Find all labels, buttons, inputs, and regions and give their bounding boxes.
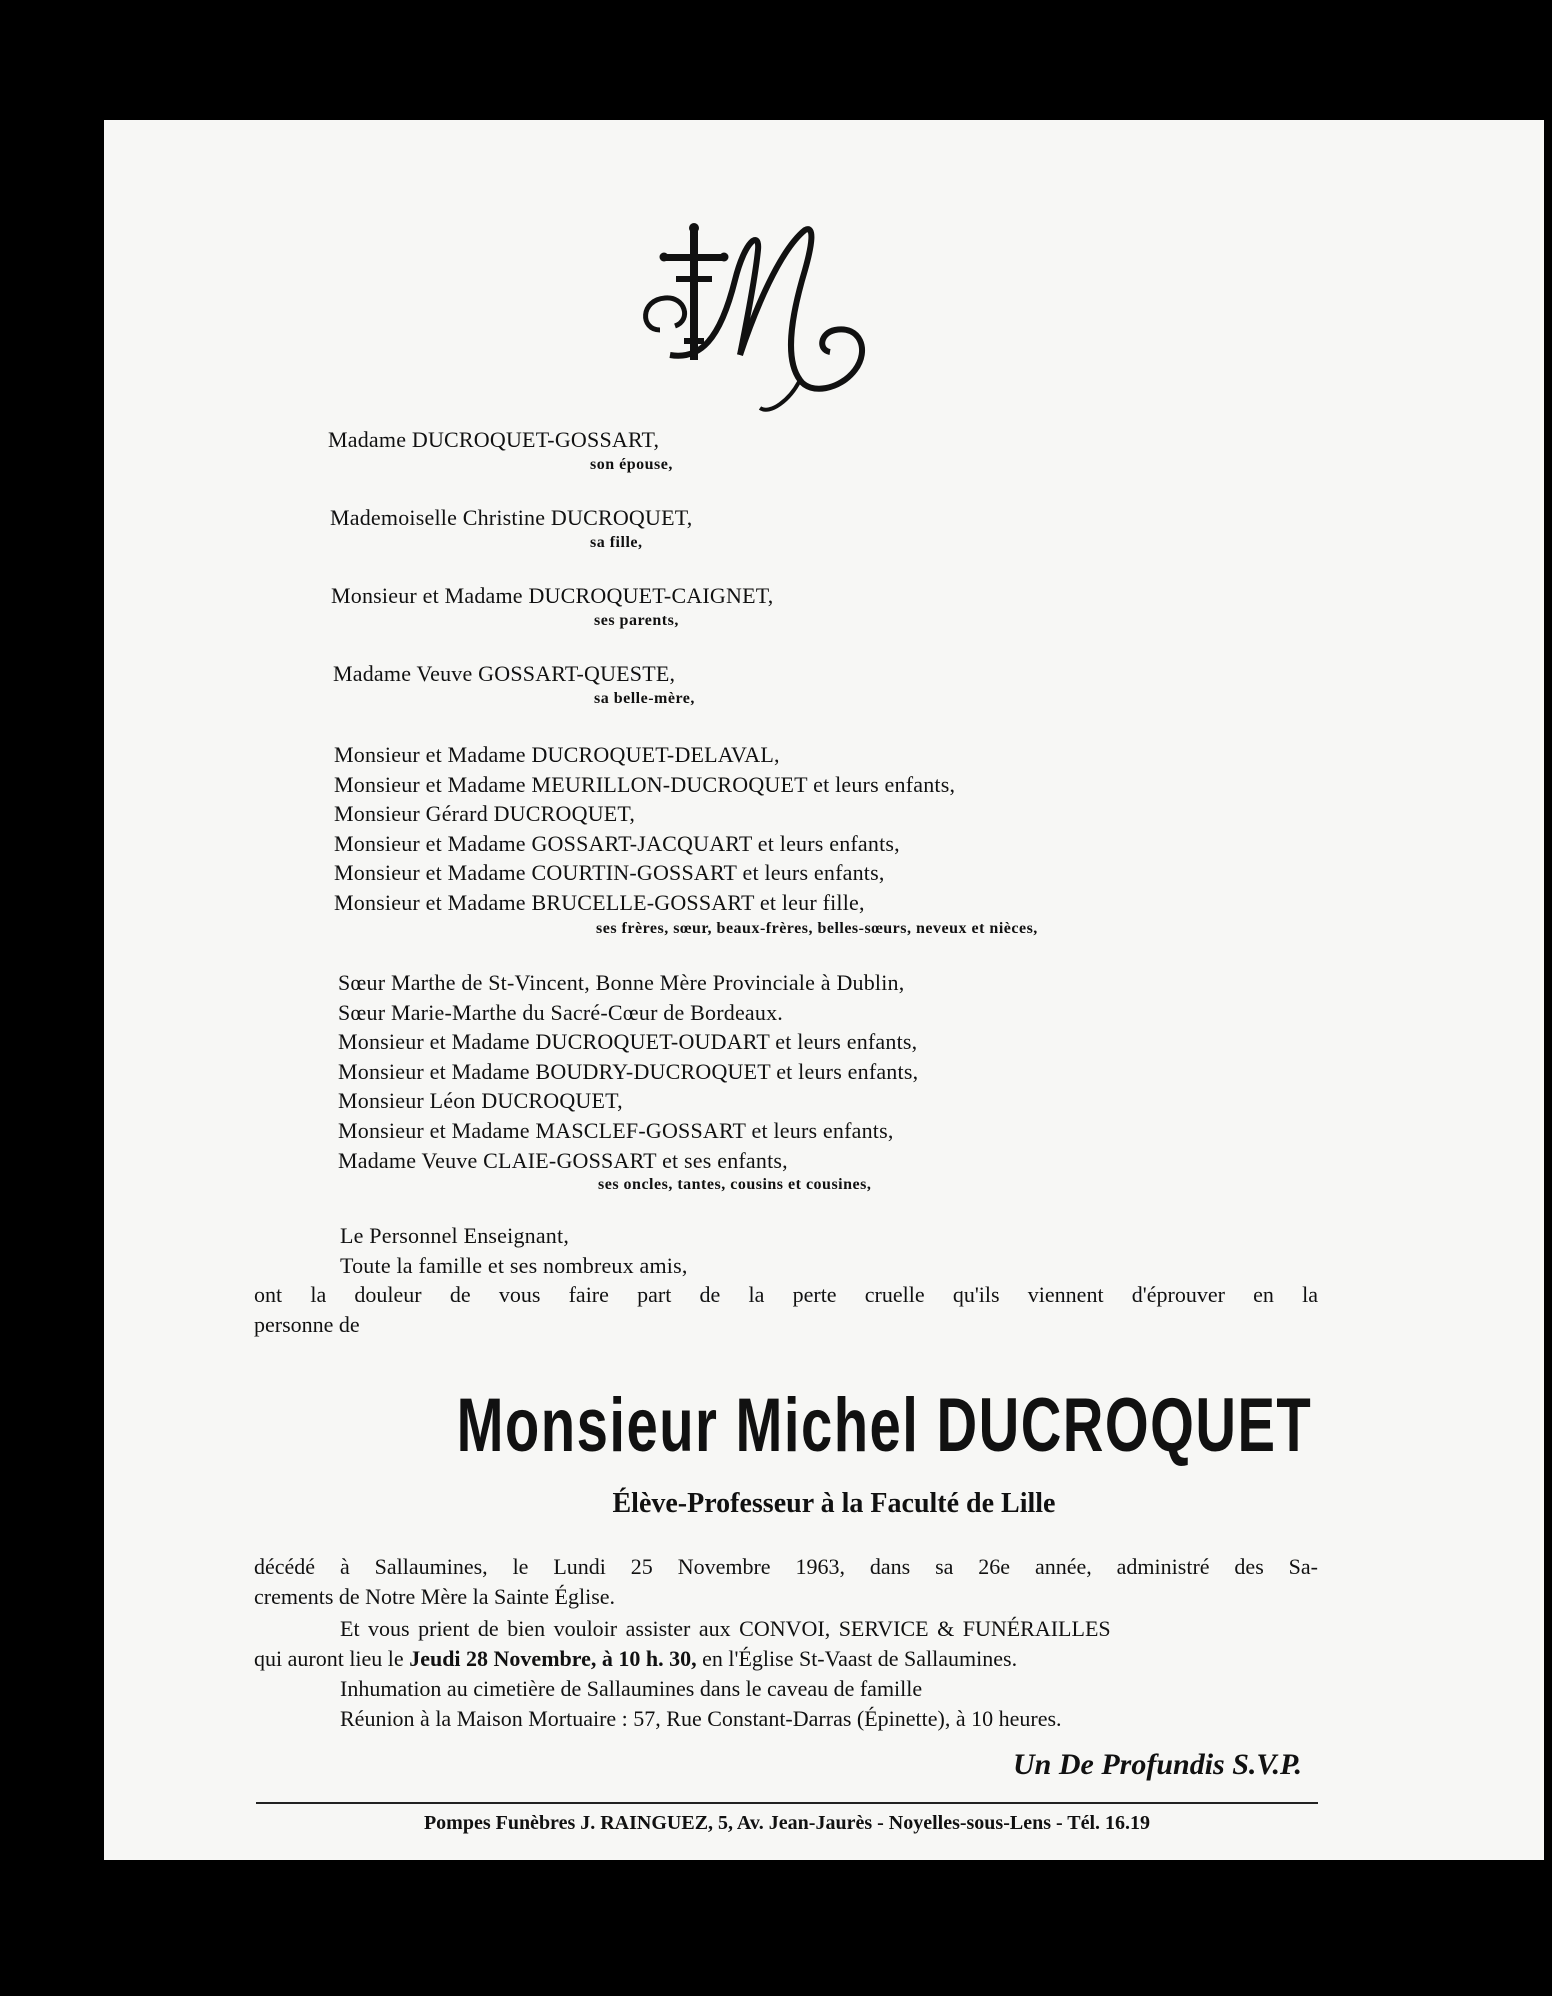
- invitation-text: qui auront lieu le: [254, 1646, 404, 1671]
- family-line: Monsieur et Madame BRUCELLE-GOSSART et leur fille,: [334, 889, 865, 915]
- cross-monogram-icon: [640, 220, 900, 420]
- announcement-line: ont la douleur de vous faire part de la perte cruelle qu'ils viennent d'éprouver en la: [254, 1282, 1318, 1307]
- staff-line: Le Personnel Enseignant,: [340, 1223, 570, 1248]
- announcement-paragraph: [254, 1280, 1318, 1340]
- death-line: crements de Notre Mère la Sainte Église.: [254, 1584, 616, 1609]
- family-line: Madame Veuve GOSSART-QUESTE,: [333, 661, 676, 686]
- invitation-line: Et vous prient de bien vouloir assister aux CONVOI, SERVICE & FUNÉRAILLES: [340, 1616, 1111, 1641]
- friends-line: Toute la famille et ses nombreux amis,: [340, 1253, 688, 1278]
- family-line: Monsieur et Madame COURTIN-GOSSART et leurs enfants,: [334, 860, 885, 886]
- relation-label: son épouse,: [590, 456, 673, 473]
- funeral-date: Jeudi 28 Novembre, à 10 h. 30,: [409, 1646, 697, 1671]
- announcement-line: personne de: [254, 1312, 360, 1337]
- invitation-text: en l'Église St-Vaast de Sallaumines.: [702, 1646, 1018, 1671]
- funeral-notice: [104, 120, 1544, 1860]
- family-line: Madame DUCROQUET-GOSSART,: [328, 427, 660, 452]
- relation-label: ses frères, sœur, beaux-frères, belles-sœurs, neveux et nièces,: [596, 920, 1038, 937]
- family-line: Monsieur et Madame DUCROQUET-CAIGNET,: [331, 583, 774, 608]
- family-line: Sœur Marie-Marthe du Sacré-Cœur de Bordeaux.: [338, 999, 783, 1025]
- death-paragraph: [254, 1552, 1318, 1612]
- family-line: Monsieur et Madame DUCROQUET-DELAVAL,: [334, 742, 780, 767]
- meeting-line: Réunion à la Maison Mortuaire : 57, Rue Constant-Darras (Épinette), à 10 heures.: [340, 1706, 1062, 1731]
- deceased-name: Monsieur Michel DUCROQUET: [456, 1383, 1313, 1468]
- family-line: Monsieur et Madame BOUDRY-DUCROQUET et leurs enfants,: [338, 1058, 919, 1084]
- relation-label: sa belle-mère,: [594, 690, 695, 707]
- de-profundis: Un De Profundis S.V.P.: [1013, 1748, 1302, 1781]
- footer-divider: [256, 1802, 1318, 1804]
- family-line: Monsieur et Madame DUCROQUET-OUDART et leurs enfants,: [338, 1029, 918, 1055]
- burial-line: Inhumation au cimetière de Sallaumines dans le caveau de famille: [340, 1676, 923, 1701]
- family-line: Monsieur et Madame GOSSART-JACQUART et leurs enfants,: [334, 830, 900, 856]
- relation-label: ses oncles, tantes, cousins et cousines,: [598, 1176, 872, 1193]
- relation-label: ses parents,: [594, 612, 679, 629]
- deceased-title: Élève-Professeur à la Faculté de Lille: [612, 1488, 1056, 1519]
- family-group-siblings: [334, 740, 955, 918]
- death-line: décédé à Sallaumines, le Lundi 25 Novembre 1963, dans sa 26e année, administré des Sa-: [254, 1554, 1318, 1579]
- family-group-extended: [338, 968, 918, 1175]
- family-line: Madame Veuve CLAIE-GOSSART et ses enfants,: [338, 1147, 788, 1173]
- invitation-paragraph: [254, 1614, 1318, 1734]
- family-line: Monsieur et Madame MEURILLON-DUCROQUET et leurs enfants,: [334, 771, 956, 797]
- invitation-line: [254, 1644, 1318, 1674]
- family-line: Monsieur et Madame MASCLEF-GOSSART et leurs enfants,: [338, 1117, 894, 1143]
- family-line: Monsieur Léon DUCROQUET,: [338, 1088, 623, 1114]
- family-line: Monsieur Gérard DUCROQUET,: [334, 801, 636, 827]
- relation-label: sa fille,: [590, 534, 643, 551]
- family-line: Mademoiselle Christine DUCROQUET,: [330, 505, 693, 530]
- funeral-home-footer: Pompes Funèbres J. RAINGUEZ, 5, Av. Jean-Jaurès - Noyelles-sous-Lens - Tél. 16.19: [423, 1812, 1151, 1834]
- family-line: Sœur Marthe de St-Vincent, Bonne Mère Provinciale à Dublin,: [338, 970, 905, 995]
